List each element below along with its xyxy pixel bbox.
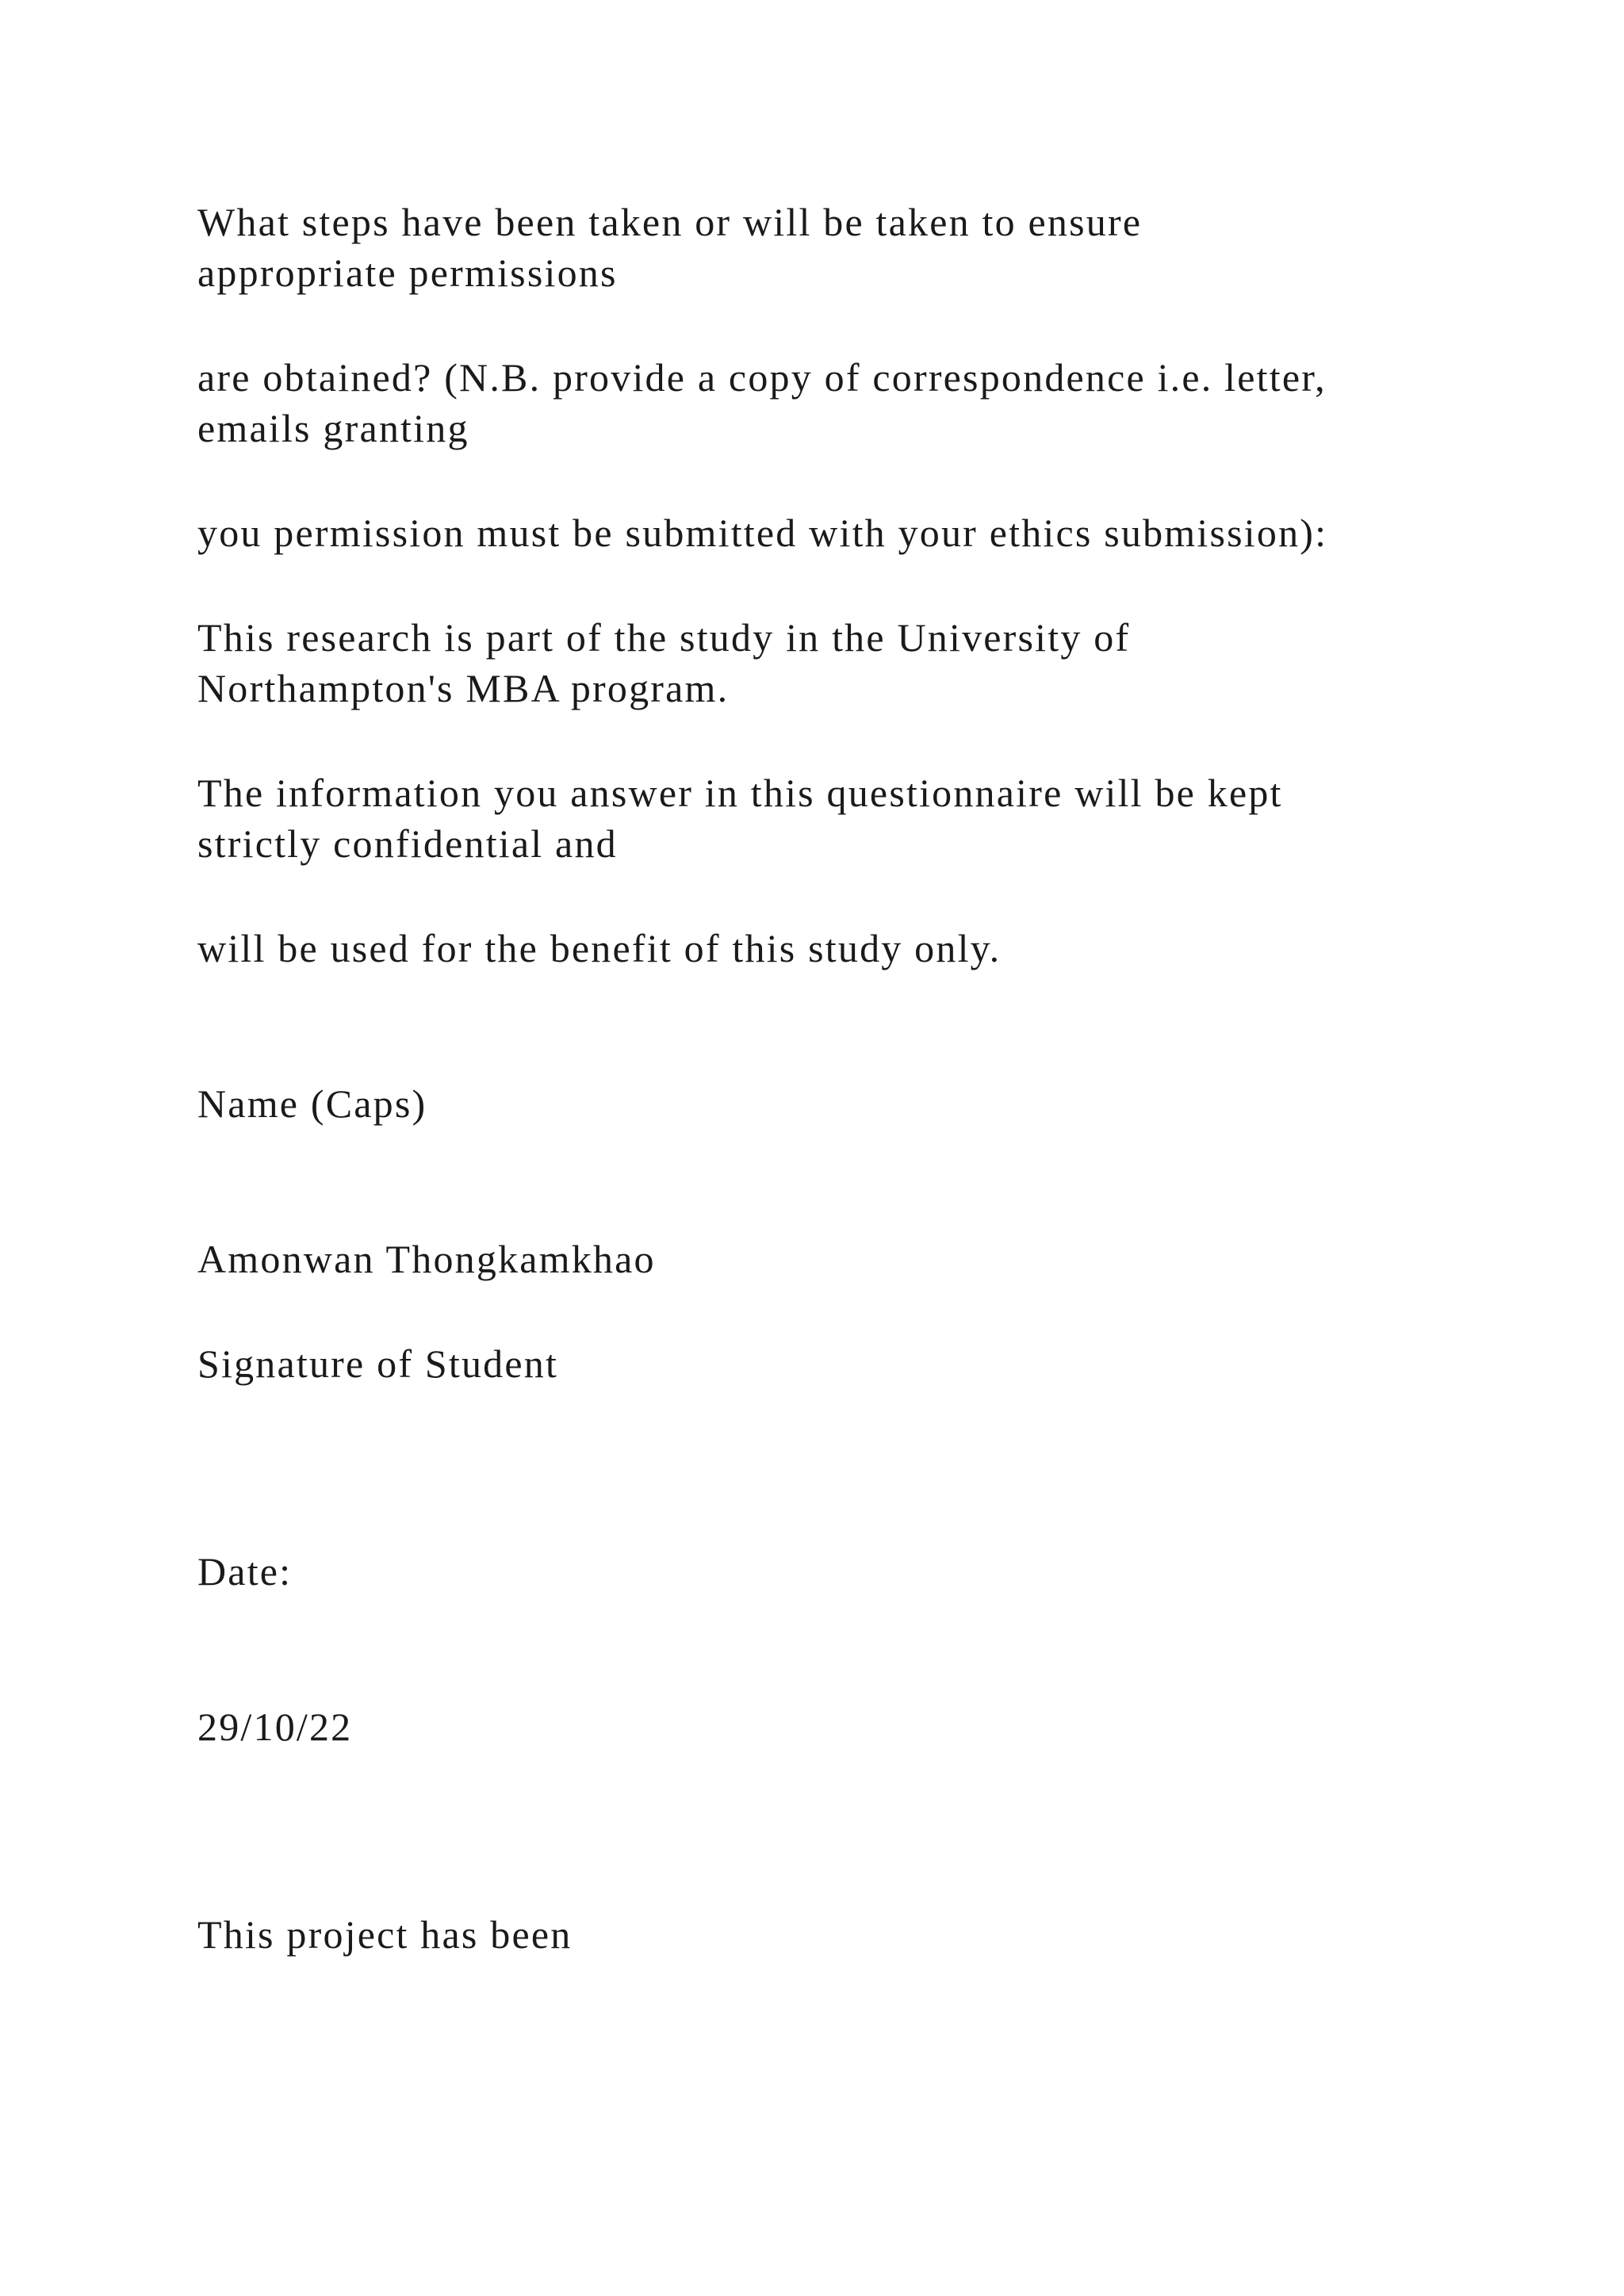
answer-line-4: strictly confidential and (197, 821, 618, 866)
permissions-question-line-4: emails granting (197, 406, 469, 450)
student-name: Amonwan Thongkamkhao (197, 1237, 656, 1281)
name-label: Name (Caps) (197, 1081, 427, 1126)
answer-line-1: This research is part of the study in the University of (197, 615, 1131, 660)
project-status-line: This project has been (197, 1912, 573, 1957)
date-value: 29/10/22 (197, 1705, 353, 1749)
signature-label: Signature of Student (197, 1341, 559, 1386)
answer-line-3: The information you answer in this questionnaire will be kept (197, 771, 1283, 815)
permissions-question-line-1: What steps have been taken or will be taken to ensure (197, 200, 1143, 244)
answer-line-5: will be used for the benefit of this study only. (197, 926, 1002, 970)
permissions-question-line-3: are obtained? (N.B. provide a copy of correspondence i.e. letter, (197, 355, 1327, 400)
permissions-question-line-2: appropriate permissions (197, 251, 618, 295)
permissions-question-line-5: you permission must be submitted with your ethics submission): (197, 511, 1328, 555)
date-label: Date: (197, 1549, 293, 1594)
answer-line-2: Northampton's MBA program. (197, 666, 730, 710)
